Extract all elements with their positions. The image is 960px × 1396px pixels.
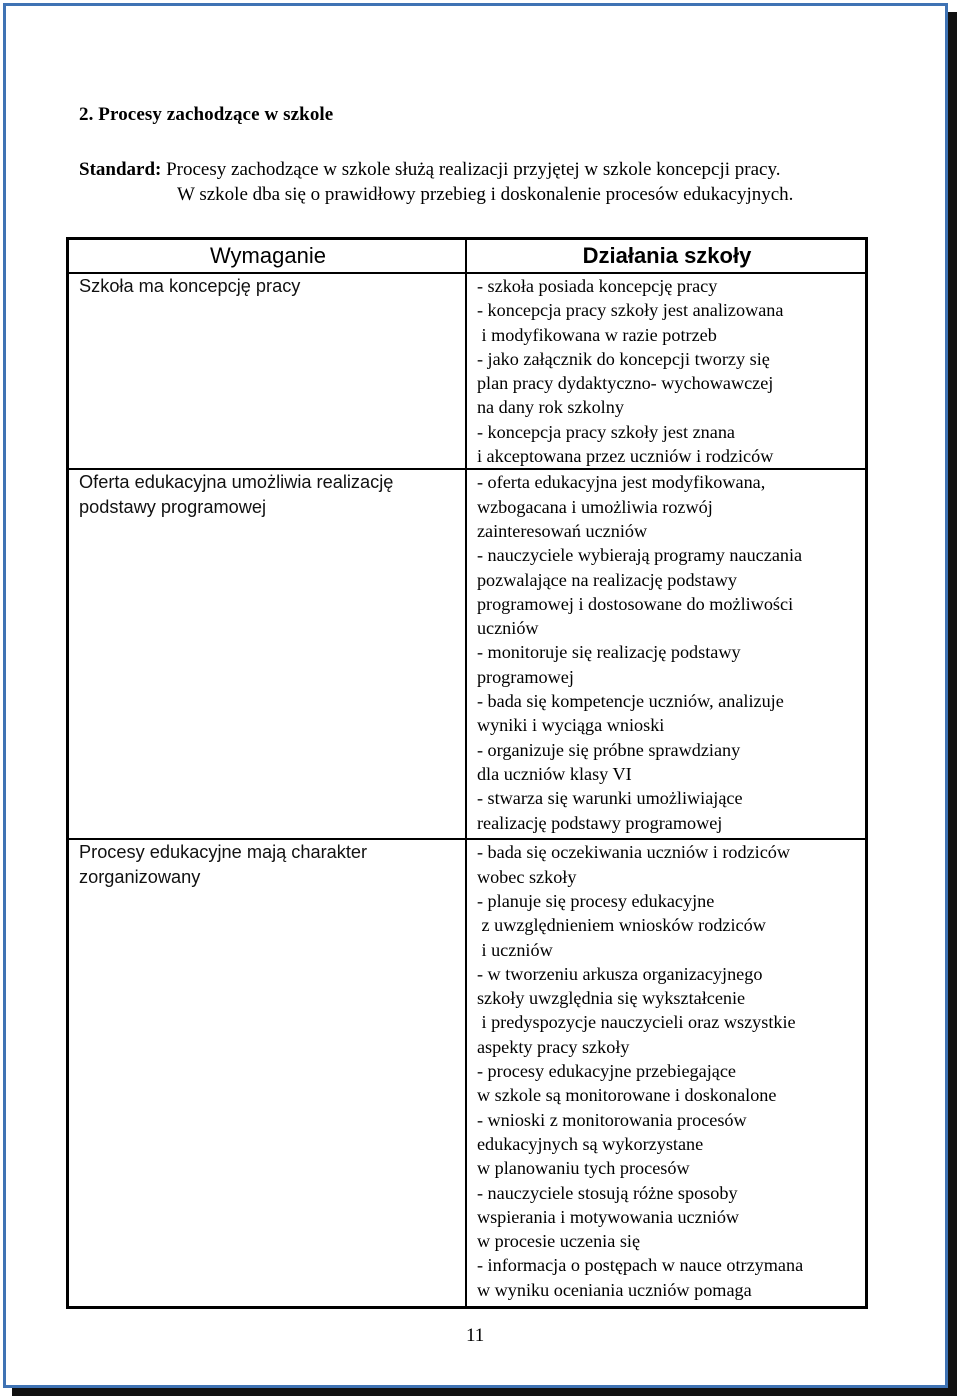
action-line: wobec szkoły	[476, 866, 577, 887]
action-line: - informacja o postępach w nauce otrzymana	[476, 1255, 804, 1276]
actions-cell	[466, 469, 866, 839]
action-line: - szkoła posiada koncepcję pracy	[476, 276, 718, 296]
action-line: - koncepcja pracy szkoły jest znana	[476, 421, 735, 442]
action-line: - procesy edukacyjne przebiegające	[476, 1061, 736, 1082]
table-row	[68, 273, 866, 469]
action-line: realizację podstawy programowej	[476, 812, 723, 833]
action-line: zainteresowań uczniów	[476, 520, 648, 541]
action-line: w szkole są monitorowane i doskonalone	[476, 1085, 777, 1106]
action-line: - organizuje się próbne sprawdziany	[476, 739, 741, 760]
header-actions: Działania szkoły	[466, 239, 866, 273]
action-line: - w tworzeniu arkusza organizacyjnego	[476, 963, 763, 984]
action-line: w planowaniu tych procesów	[476, 1158, 690, 1179]
requirement-cell: Procesy edukacyjne mają charakter zorganizowany	[68, 839, 466, 1307]
action-line: aspekty pracy szkoły	[476, 1036, 630, 1057]
actions-cell	[466, 273, 866, 469]
requirement-cell: Oferta edukacyjna umożliwia realizację podstawy programowej	[68, 469, 466, 839]
requirements-table	[66, 237, 868, 1309]
action-line: - nauczyciele stosują różne sposoby	[476, 1182, 738, 1203]
action-line: - monitoruje się realizację podstawy	[476, 642, 741, 663]
page-number: 11	[466, 1325, 485, 1346]
action-line: programowej	[476, 666, 574, 687]
action-line: i modyfikowana w razie potrzeb	[476, 324, 717, 345]
actions-cell	[466, 839, 866, 1307]
standard-line1: Procesy zachodzące w szkole służą realizacji przyjętej w szkole koncepcji pracy.	[161, 159, 781, 180]
action-line: i uczniów	[476, 939, 553, 960]
action-line: pozwalające na realizację podstawy	[476, 569, 737, 590]
action-line: szkoły uwzględnia się wykształcenie	[476, 988, 746, 1009]
action-line: wspierania i motywowania uczniów	[476, 1206, 740, 1227]
action-line: edukacyjnych są wykorzystane	[476, 1133, 704, 1154]
action-line: programowej i dostosowane do możliwości	[476, 593, 794, 614]
action-line: i akceptowana przez uczniów i rodziców	[476, 446, 774, 467]
action-line: plan pracy dydaktyczno- wychowawczej	[476, 373, 774, 394]
action-line: - oferta edukacyjna jest modyfikowana,	[476, 472, 766, 493]
action-line: i predyspozycje nauczycieli oraz wszystkie	[476, 1012, 796, 1033]
action-line: dla uczniów klasy VI	[476, 763, 632, 784]
action-line: - bada się kompetencje uczniów, analizuje	[476, 691, 784, 712]
action-line: na dany rok szkolny	[476, 397, 624, 418]
section-title: 2. Procesy zachodzące w szkole	[79, 104, 334, 125]
action-line: wyniki i wyciąga wnioski	[476, 715, 665, 736]
action-line: - nauczyciele wybierają programy nauczania	[476, 545, 803, 566]
table-row	[68, 469, 866, 839]
action-line: - bada się oczekiwania uczniów i rodziców	[476, 842, 791, 863]
action-line: - jako załącznik do koncepcji tworzy się	[476, 348, 770, 369]
standard-label: Standard:	[79, 159, 162, 180]
standard-text	[79, 157, 793, 207]
action-line: - planuje się procesy edukacyjne	[476, 890, 715, 911]
header-requirement: Wymaganie	[68, 239, 466, 273]
standard-line2: W szkole dba się o prawidłowy przebieg i doskonalenie procesów edukacyjnych.	[177, 184, 794, 205]
requirement-cell: Szkoła ma koncepcję pracy	[68, 273, 466, 469]
action-line: - wnioski z monitorowania procesów	[476, 1109, 747, 1130]
action-line: - stwarza się warunki umożliwiające	[476, 788, 743, 809]
action-line: w wyniku oceniania uczniów pomaga	[476, 1279, 752, 1300]
action-line: z uwzględnieniem wniosków rodziców	[476, 915, 766, 936]
table-row	[68, 839, 866, 1307]
table-header-row	[68, 239, 866, 273]
action-line: wzbogacana i umożliwia rozwój	[476, 496, 713, 517]
action-line: uczniów	[476, 618, 539, 639]
action-line: w procesie uczenia się	[476, 1231, 641, 1252]
action-line: - koncepcja pracy szkoły jest analizowana	[476, 300, 784, 321]
